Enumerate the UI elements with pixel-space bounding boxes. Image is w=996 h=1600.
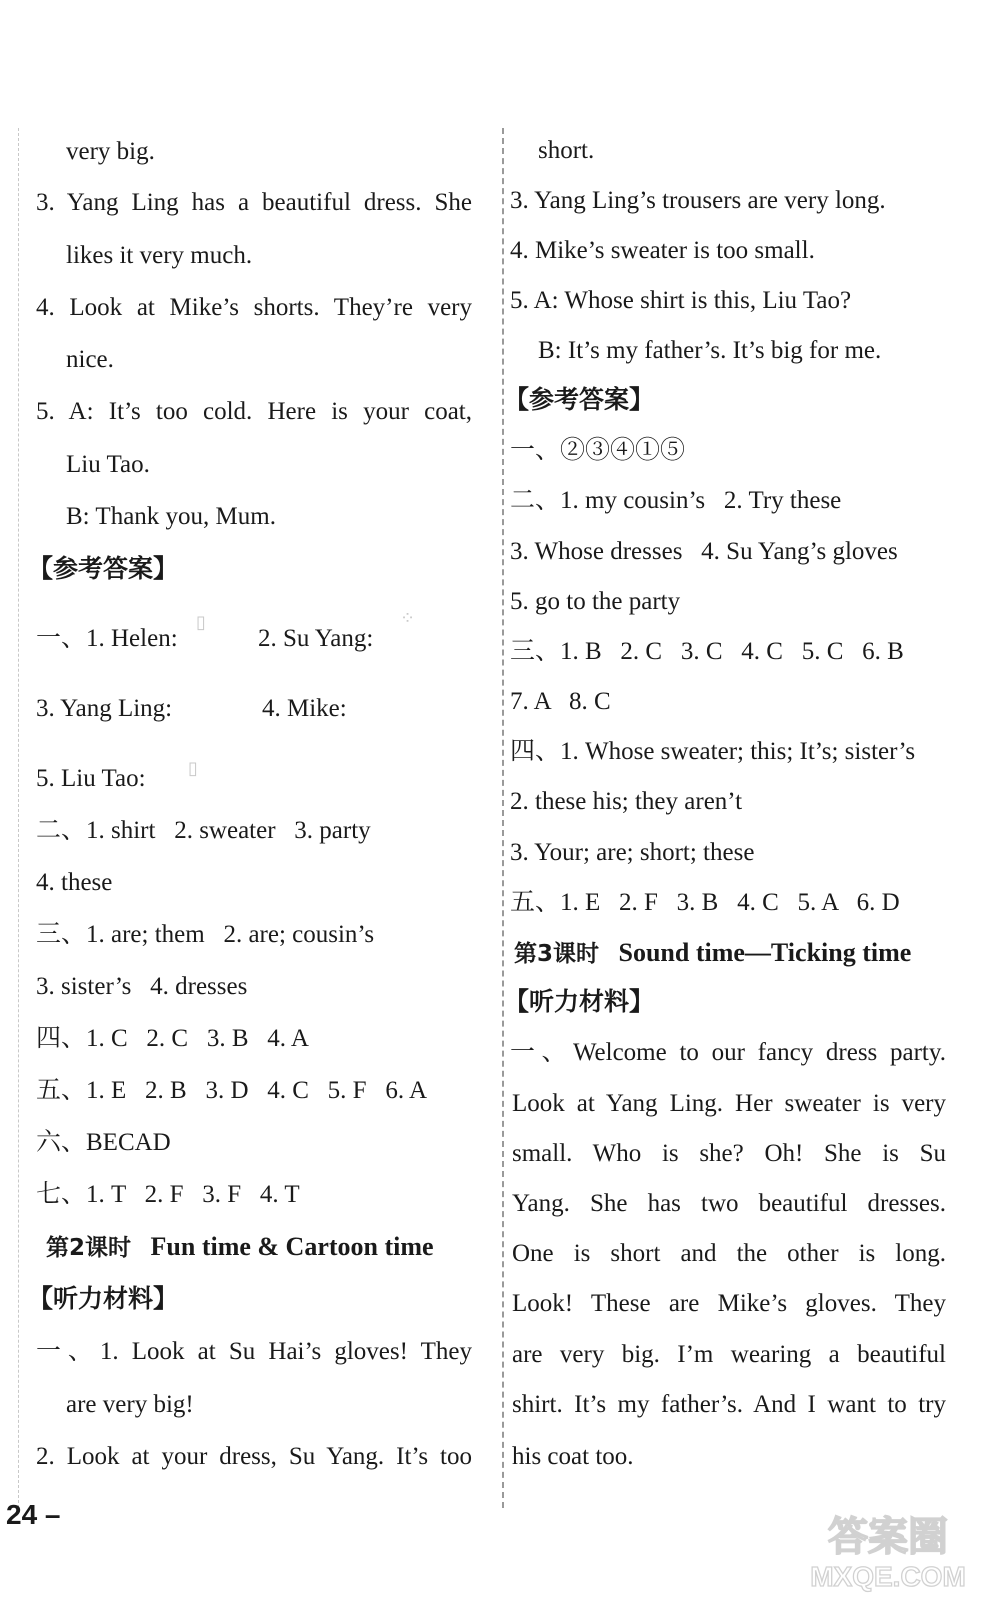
text-line: 六、BECAD — [36, 1129, 171, 1156]
text-line: likes it very much. — [66, 242, 253, 269]
lesson-title: Sound time—Ticking time — [618, 938, 912, 967]
section-header: 【参考答案】 — [28, 556, 179, 583]
text-line: 一、②③④①⑤ — [510, 437, 686, 464]
text-line: 三、1. are; them 2. are; cousin’s — [36, 921, 375, 948]
text-line: 5. go to the party — [510, 588, 681, 615]
text-line: 3. Your; are; short; these — [510, 839, 755, 866]
text-line: 2. Su Yang: — [258, 625, 374, 652]
text-line: 5. A: It’s too cold. Here is your coat, — [36, 398, 472, 425]
text-line: 3. Yang Ling’s trousers are very long. — [510, 187, 886, 214]
text-line: 5. Liu Tao: — [36, 765, 146, 792]
text-line: 四、1. C 2. C 3. B 4. A — [36, 1025, 309, 1052]
text-line: B: It’s my father’s. It’s big for me. — [538, 337, 882, 364]
text-line: 二、1. my cousin’s 2. Try these — [510, 487, 842, 514]
text-line: very big. — [66, 138, 155, 165]
watermark-url: MXQE.COM — [810, 1561, 966, 1592]
faint-picture-3: ▯ — [188, 758, 198, 778]
text-line: 四、1. Whose sweater; this; It’s; sister’s — [510, 738, 916, 765]
margin-line — [18, 128, 19, 1508]
text-line: 3. Yang Ling: — [36, 695, 173, 722]
text-line: Yang. She has two beautiful dresses. — [512, 1190, 946, 1217]
text-line: One is short and the other is long. — [512, 1240, 946, 1267]
text-line: 一、1. Helen: — [36, 625, 178, 652]
text-line: shirt. It’s my father’s. And I want to try — [512, 1391, 946, 1418]
section-header: 【听力材料】 — [28, 1286, 179, 1313]
text-line: Look! These are Mike’s gloves. They — [512, 1290, 946, 1317]
text-line: 4. Mike: — [262, 695, 347, 722]
section-header: 【听力材料】 — [504, 989, 655, 1016]
lesson-number: 第3课时 — [514, 941, 600, 967]
text-line: small. Who is she? Oh! She is Su — [512, 1140, 946, 1167]
text-line: 一、1. Look at Su Hai’s gloves! They — [36, 1338, 472, 1365]
faint-picture-1: ▯ — [196, 612, 206, 632]
text-line: 4. these — [36, 869, 113, 896]
text-line: his coat too. — [512, 1443, 634, 1470]
text-line: 二、1. shirt 2. sweater 3. party — [36, 817, 371, 844]
text-line: 3. Yang Ling has a beautiful dress. She — [36, 189, 472, 216]
text-line: 2. these his; they aren’t — [510, 788, 743, 815]
text-line: Liu Tao. — [66, 451, 150, 478]
faint-picture-2: ⁘ — [400, 608, 416, 628]
text-line: 4. Mike’s sweater is too small. — [510, 237, 815, 264]
text-line: short. — [538, 137, 595, 164]
text-line: 7. A 8. C — [510, 688, 611, 715]
text-line: 五、1. E 2. B 3. D 4. C 5. F 6. A — [36, 1077, 428, 1104]
text-line: 5. A: Whose shirt is this, Liu Tao? — [510, 287, 852, 314]
text-line: 三、1. B 2. C 3. C 4. C 5. C 6. B — [510, 638, 904, 665]
text-line: 3. Whose dresses 4. Su Yang’s gloves — [510, 538, 898, 565]
lesson-title: Fun time & Cartoon time — [150, 1232, 434, 1261]
lesson-heading — [46, 1232, 434, 1263]
lesson-number: 第2课时 — [46, 1235, 132, 1261]
text-line: 五、1. E 2. F 3. B 4. C 5. A 6. D — [510, 889, 900, 916]
text-line: Look at Yang Ling. Her sweater is very — [512, 1090, 946, 1117]
text-line: 七、1. T 2. F 3. F 4. T — [36, 1181, 300, 1208]
watermark-title: 答案圈 — [828, 1514, 948, 1560]
text-line: are very big. I’m wearing a beautiful — [512, 1341, 946, 1368]
text-line: 3. sister’s 4. dresses — [36, 973, 248, 1000]
page-number: 24 – — [6, 1499, 61, 1530]
text-line: B: Thank you, Mum. — [66, 503, 276, 530]
text-line: 2. Look at your dress, Su Yang. It’s too — [36, 1443, 472, 1470]
column-divider — [502, 128, 504, 1508]
text-line: 4. Look at Mike’s shorts. They’re very — [36, 294, 472, 321]
text-line: nice. — [66, 346, 114, 373]
watermark-logo — [788, 1502, 988, 1594]
text-line: 一、Welcome to our fancy dress party. — [510, 1039, 946, 1066]
lesson-heading — [514, 938, 911, 969]
section-header: 【参考答案】 — [504, 387, 655, 414]
text-line: are very big! — [66, 1391, 194, 1418]
